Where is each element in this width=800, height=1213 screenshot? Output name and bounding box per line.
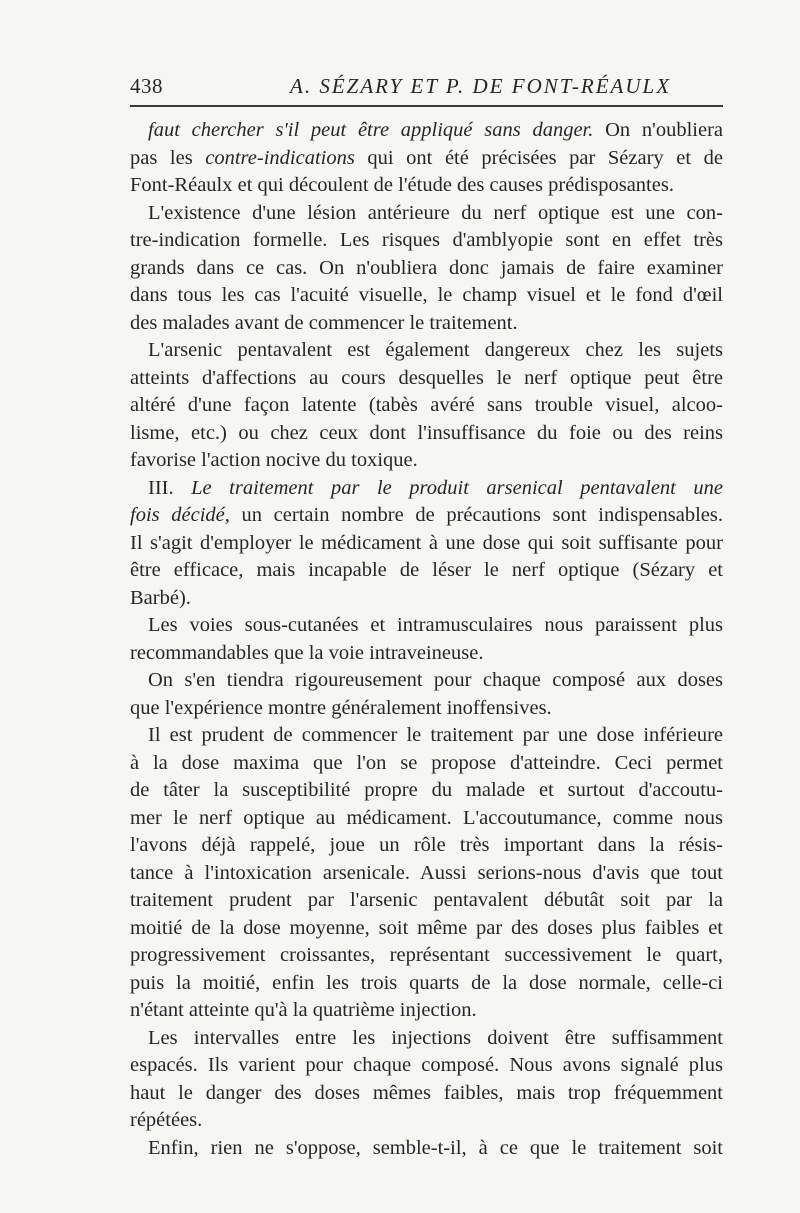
paragraph [130,612,723,667]
text-line [130,475,723,503]
header-rule [130,105,723,107]
paragraph [130,200,723,338]
paragraph [130,1025,723,1135]
text-line: Il est prudent de commencer le traitement par une dose inférieure [148,724,723,746]
text-line: l'avons déjà rappelé, joue un rôle très important dans la résis- [130,834,723,856]
paragraph [130,1135,723,1163]
text-line: traitement prudent par l'arsenic pentavalent débutât soit par la [130,889,723,911]
text-run: un certain nombre de précautions sont indispensables. [229,504,723,526]
text-run: qui ont été précisées par Sézary et de [354,146,723,169]
text-line: Les voies sous-cutanées et intramusculaires nous paraissent plus [148,614,723,636]
text-line: On s'en tiendra rigoureusement pour chaque composé aux doses [148,669,723,691]
text-line: favorise l'action nocive du toxique. [130,449,418,471]
text-line: des malades avant de commencer le traitement. [130,311,518,334]
text-line: dans tous les cas l'acuité visuelle, le champ visuel et le fond d'œil [130,284,723,306]
text-line: n'étant atteinte qu'à la quatrième injection. [130,999,477,1021]
text-line [130,117,723,145]
text-line: mer le nerf optique au médicament. L'accoutumance, comme nous [130,806,723,829]
text-line: Il s'agit d'employer le médicament à une dose qui soit suffisante pour [130,531,723,554]
text-line: tre-indication formelle. Les risques d'amblyopie sont en effet très [130,229,723,251]
paragraph [130,117,723,200]
text-line: L'existence d'une lésion antérieure du nerf optique est une con- [148,201,723,224]
italic-text-run: fois décidé, [130,504,230,526]
text-line: lisme, etc.) ou chez ceux dont l'insuffisance du foie ou des reins [130,421,723,444]
paragraph [130,475,723,613]
text-line: puis la moitié, enfin les trois quarts de la dose normale, celle-ci [130,971,723,994]
text-line: recommandables que la voie intraveineuse. [130,641,484,664]
text-line: espacés. Ils varient pour chaque composé. Nous avons signalé plus [130,1054,723,1076]
paragraph [130,667,723,722]
text-line [130,502,723,530]
text-line: haut le danger des doses mêmes faibles, mais trop fréquemment [130,1081,723,1104]
text-run: On n'oubliera [593,119,723,141]
text-line: moitié de la dose moyenne, soit même par des doses plus faibles et [130,916,723,939]
paragraph [130,722,723,1025]
text-line: que l'expérience montre généralement inoffensives. [130,696,552,719]
text-run: pas les [130,146,206,169]
text-line [130,145,723,173]
text-line: atteints d'affections au cours desquelles le nerf optique peut être [130,366,723,389]
text-line: à la dose maxima que l'on se propose d'atteindre. Ceci permet [130,751,723,774]
text-line: de tâter la susceptibilité propre du malade et surtout d'accoutu- [130,779,723,801]
running-title: A. SÉZARY ET P. DE FONT-RÉAULX [290,74,672,98]
text-run: III. [148,476,192,499]
text-line: être efficace, mais incapable de léser le nerf optique (Sézary et [130,559,723,581]
text-line: progressivement croissantes, représentant successivement le quart, [130,944,723,966]
page-number: 438 [130,74,163,98]
text-line: altéré d'une façon latente (tabès avéré sans trouble visuel, alcoo- [130,394,723,416]
text-line: répétées. [130,1109,203,1131]
italic-text-run: Le traitement par le produit arsenical pentavalent une [191,476,724,499]
italic-text-run: contre-indications [205,146,355,169]
text-line: L'arsenic pentavalent est également dangereux chez les sujets [148,339,723,361]
text-line: grands dans ce cas. On n'oubliera donc jamais de faire examiner [130,256,723,279]
body-text [130,117,723,1162]
text-line: Barbé). [130,586,191,609]
text-line: Font-Réaulx et qui découlent de l'étude des causes prédisposantes. [130,174,674,196]
text-line: Enfin, rien ne s'oppose, semble-t-il, à ce que le traitement soit [148,1136,723,1159]
text-line: tance à l'intoxication arsenicale. Aussi serions-nous d'avis que tout [130,861,723,884]
paragraph [130,337,723,475]
text-line: Les intervalles entre les injections doivent être suffisamment [148,1026,723,1049]
italic-text-run: faut chercher s'il peut être appliqué sans danger. [148,119,594,141]
page-header [130,74,723,104]
